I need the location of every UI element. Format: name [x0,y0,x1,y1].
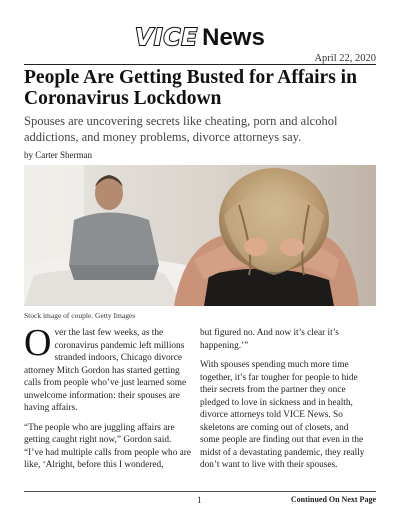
news-wordmark: News [202,24,265,51]
continued-link[interactable]: Continued On Next Page [290,495,376,504]
header-divider [24,64,376,65]
article-column-left [24,322,192,479]
masthead [0,26,400,50]
drop-cap: O [24,322,52,364]
article-headline: People Are Getting Busted for Affairs in Coronavirus Lockdown [24,67,357,109]
footer-divider [24,491,376,492]
article-byline: by Carter Sherman [24,150,92,160]
paragraph-1-text: ver the last few weeks, as the coronavirus pandemic left millions stranded indoors, Chicago divorce attorney Mitch Gordon has started getting calls from people who’ve just learned some unwelcome information: their spouses are having affairs. [24,328,187,413]
vice-logo-wordmark: VICE [135,25,199,51]
paragraph-1 [24,322,192,415]
publish-date: April 22, 2020 [314,53,376,64]
paragraph-3: but figured no. And now it’s clear it’s happening.’” [200,328,339,351]
paragraph-4: With spouses spending much more time together, it’s far tougher for people to hide their secrets from the partner they once pledged to love in sickness and in health, divorce attorneys told VICE News. So skeletons are coming out of closets, and some people are finding out that even in the midst of a devastating pandemic, they really don’t want to live with their spouses. [200,360,365,470]
article-subhead: Spouses are uncovering secrets like cheating, porn and alcohol addictions, and money problems, divorce attorneys say. [24,114,338,144]
article-photo [24,165,376,306]
vice-news-logo[interactable] [135,24,265,52]
image-caption: Stock image of couple. Getty Images [24,311,136,320]
article-column-right [200,327,368,479]
paragraph-2: “The people who are juggling affairs are getting caught right now,” Gordon said. “I’ve had multiple calls from people who are like, ‘Alright, before this I wondered, [24,422,192,470]
page-number: 1 [197,495,202,505]
